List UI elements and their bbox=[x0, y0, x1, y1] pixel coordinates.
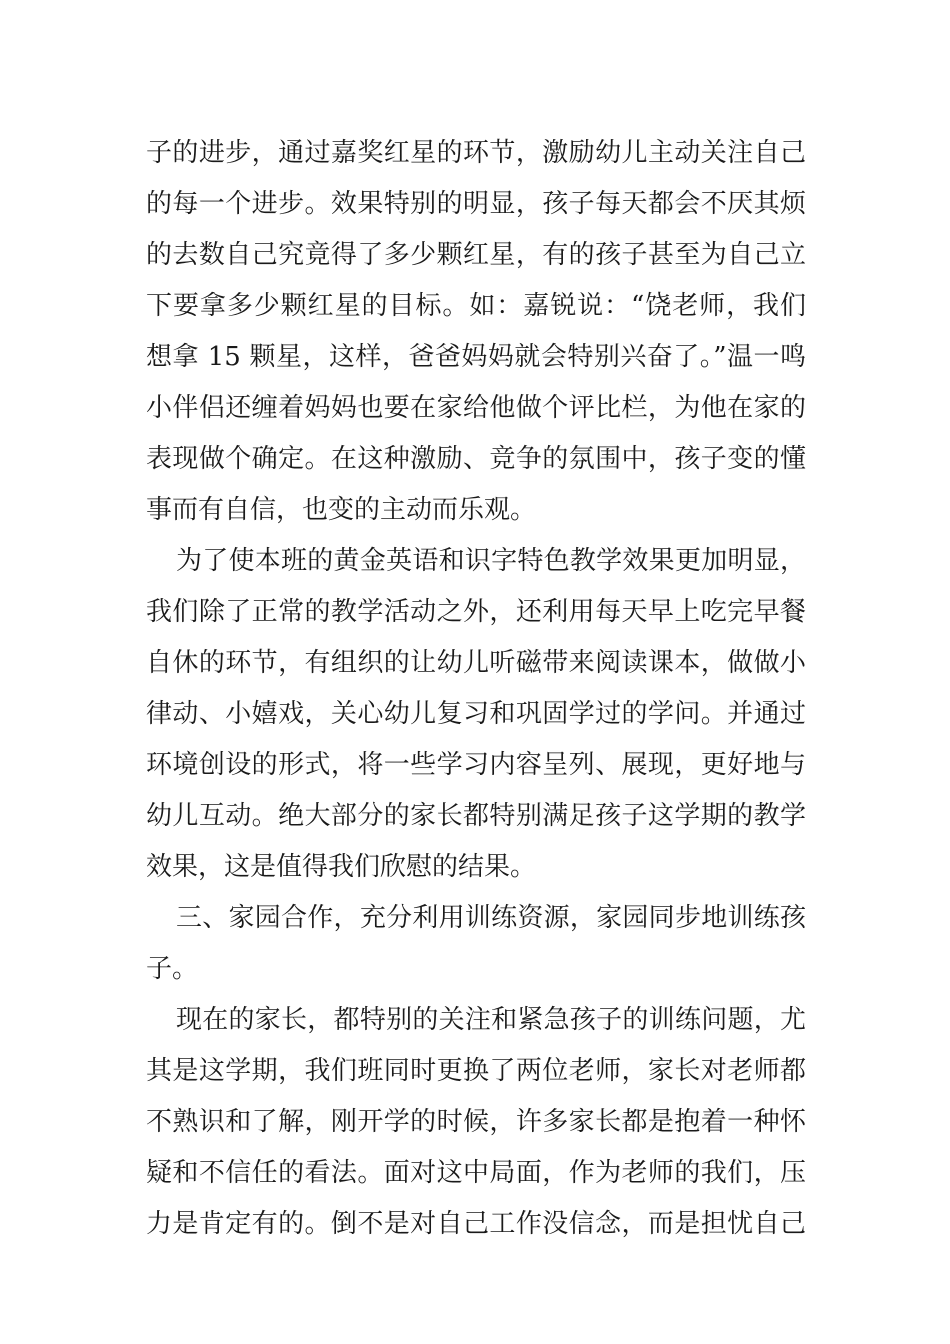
paragraph-start-line: 现在的家长，都特别的关注和紧急孩子的训练问题，尤 bbox=[176, 1005, 806, 1035]
section-heading-line: 子。 bbox=[146, 954, 199, 984]
text-line: 子的进步，通过嘉奖红星的环节，激励幼儿主动关注自己 bbox=[146, 138, 806, 168]
body-text bbox=[146, 128, 806, 1250]
text-line: 不熟识和了解，刚开学的时候，许多家长都是抱着一种怀 bbox=[146, 1107, 806, 1137]
text-line: 小伴侣还缠着妈妈也要在家给他做个评比栏，为他在家的 bbox=[146, 393, 806, 423]
text-line: 下要拿多少颗红星的目标。如：嘉锐说：“饶老师，我们 bbox=[146, 291, 806, 321]
text-line: 想拿 15 颗星，这样，爸爸妈妈就会特别兴奋了。”温一鸣 bbox=[146, 342, 806, 372]
text-line: 效果，这是值得我们欣慰的结果。 bbox=[146, 852, 537, 882]
text-line: 表现做个确定。在这种激励、竞争的氛围中，孩子变的懂 bbox=[146, 444, 806, 474]
text-line: 的每一个进步。效果特别的明显，孩子每天都会不厌其烦 bbox=[146, 189, 806, 219]
text-line: 疑和不信任的看法。面对这中局面，作为老师的我们，压 bbox=[146, 1158, 806, 1188]
section-heading-line: 三、家园合作，充分利用训练资源，家园同步地训练孩 bbox=[176, 903, 806, 933]
text-line: 幼儿互动。绝大部分的家长都特别满足孩子这学期的教学 bbox=[146, 801, 806, 831]
paragraph-start-line: 为了使本班的黄金英语和识字特色教学效果更加明显， bbox=[176, 546, 806, 576]
text-line: 事而有自信，也变的主动而乐观。 bbox=[146, 495, 537, 525]
text-line: 其是这学期，我们班同时更换了两位老师，家长对老师都 bbox=[146, 1056, 806, 1086]
text-line: 我们除了正常的教学活动之外，还利用每天早上吃完早餐 bbox=[146, 597, 806, 627]
text-line: 自休的环节，有组织的让幼儿听磁带来阅读课本，做做小 bbox=[146, 648, 806, 678]
text-line: 环境创设的形式，将一些学习内容呈列、展现，更好地与 bbox=[146, 750, 806, 780]
text-line: 律动、小嬉戏，关心幼儿复习和巩固学过的学问。并通过 bbox=[146, 699, 806, 729]
text-line: 力是肯定有的。倒不是对自己工作没信念，而是担忧自己 bbox=[146, 1209, 806, 1239]
text-line: 的去数自己究竟得了多少颗红星，有的孩子甚至为自己立 bbox=[146, 240, 806, 270]
